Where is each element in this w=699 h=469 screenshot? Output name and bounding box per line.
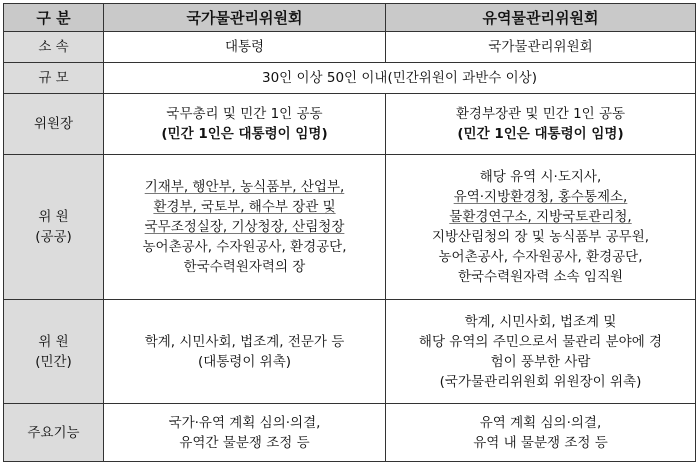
row-chair bbox=[4, 94, 696, 155]
functions-basin-line: 유역 내 물분쟁 조정 등 bbox=[473, 434, 608, 451]
functions-national-line: 유역간 물분쟁 조정 등 bbox=[179, 434, 310, 451]
header-category: 구 분 bbox=[4, 4, 104, 32]
scale-both: 30인 이상 50인 이내(민간위원이 과반수 이상) bbox=[104, 63, 696, 94]
affiliation-national: 대통령 bbox=[104, 32, 386, 63]
public-members-basin bbox=[386, 155, 696, 300]
comparison-table-frame bbox=[3, 3, 695, 465]
public-basin-line: 물환경연구소, 지방국토관리청, bbox=[449, 209, 632, 225]
label-public-members-line-1: 위 원 bbox=[38, 209, 69, 225]
chair-basin-line-1: 환경부장관 및 민간 1인 공동 bbox=[455, 106, 626, 122]
affiliation-basin: 국가물관리위원회 bbox=[386, 32, 696, 63]
label-private-members bbox=[4, 300, 104, 404]
functions-basin bbox=[386, 404, 696, 462]
chair-basin bbox=[386, 94, 696, 155]
header-national-committee: 국가물관리위원회 bbox=[104, 4, 386, 32]
functions-national bbox=[104, 404, 386, 462]
private-basin-line: 험이 풍부한 사람 bbox=[490, 353, 591, 370]
private-national-line: 학계, 시민사회, 법조계, 전문가 등 bbox=[144, 333, 345, 350]
private-members-basin bbox=[386, 300, 696, 404]
public-national-line: 기재부, 행안부, 농식품부, 산업부, bbox=[144, 179, 345, 195]
private-basin-line: 학계, 시민사회, 법조계 및 bbox=[464, 313, 617, 330]
label-scale: 규 모 bbox=[4, 63, 104, 94]
functions-national-line: 국가·유역 계획 심의·의결, bbox=[168, 414, 321, 431]
private-national-line: (대통령이 위촉) bbox=[197, 353, 292, 370]
chair-national-line-1: 국무총리 및 민간 1인 공동 bbox=[166, 106, 323, 122]
public-members-national bbox=[104, 155, 386, 300]
chair-basin-line-2: (민간 1인은 대통령이 임명) bbox=[457, 126, 624, 142]
label-public-members bbox=[4, 155, 104, 300]
label-functions: 주요기능 bbox=[4, 404, 104, 462]
private-members-national bbox=[104, 300, 386, 404]
public-basin-line: 해당 유역 시·도지사, bbox=[479, 169, 602, 185]
label-chair: 위원장 bbox=[4, 94, 104, 155]
public-national-line: 한국수력원자력의 장 bbox=[183, 259, 306, 275]
label-affiliation: 소 속 bbox=[4, 32, 104, 63]
row-scale bbox=[4, 63, 696, 94]
label-public-members-line-2: (공공) bbox=[35, 229, 72, 245]
row-affiliation bbox=[4, 32, 696, 63]
public-national-line: 국무조정실장, 기상청장, 산림청장 bbox=[144, 219, 345, 235]
row-public-members bbox=[4, 155, 696, 300]
chair-national bbox=[104, 94, 386, 155]
public-basin-line: 농어촌공사, 수자원공사, 환경공단, bbox=[438, 249, 643, 265]
public-basin-line: 한국수력원자력 소속 임직원 bbox=[457, 269, 624, 285]
private-basin-line: (국가물관리위원회 위원장이 위촉) bbox=[439, 373, 642, 390]
public-national-line: 환경부, 국토부, 해수부 장관 및 bbox=[153, 199, 336, 215]
row-private-members bbox=[4, 300, 696, 404]
label-private-members-line-1: 위 원 bbox=[38, 333, 69, 350]
functions-basin-line: 유역 계획 심의·의결, bbox=[479, 414, 602, 431]
public-basin-line: 지방산림청의 장 및 농식품부 공무원, bbox=[431, 229, 650, 245]
header-basin-committee: 유역물관리위원회 bbox=[386, 4, 696, 32]
chair-national-line-2: (민간 1인은 대통령이 임명) bbox=[161, 126, 328, 142]
private-basin-line: 해당 유역의 주민으로서 물관리 분야에 경 bbox=[418, 333, 663, 350]
public-basin-line: 유역·지방환경청, 홍수통제소, bbox=[453, 189, 628, 205]
label-private-members-line-2: (민간) bbox=[35, 353, 72, 370]
public-national-line: 농어촌공사, 수자원공사, 환경공단, bbox=[142, 239, 347, 255]
committee-comparison-table bbox=[3, 3, 696, 462]
header-row bbox=[4, 4, 696, 32]
row-functions bbox=[4, 404, 696, 462]
